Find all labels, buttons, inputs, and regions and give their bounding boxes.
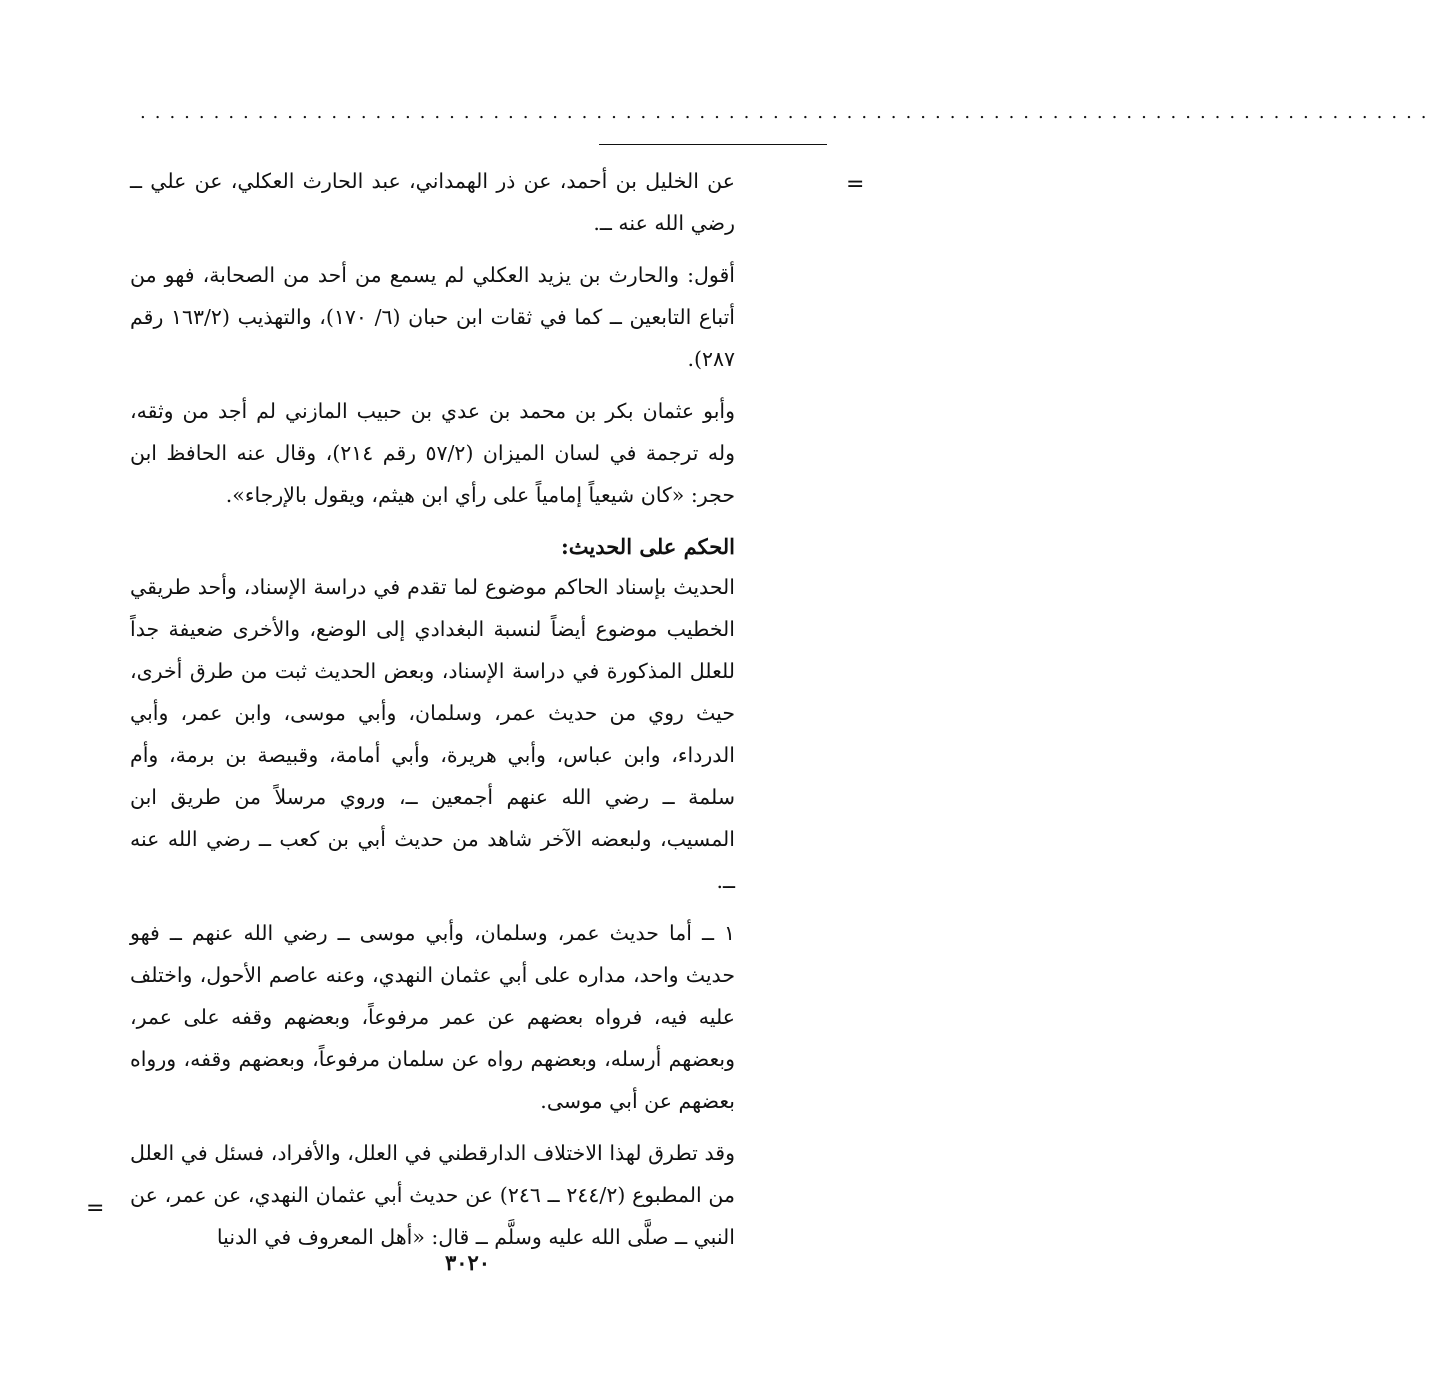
section-heading: الحكم على الحديث: — [561, 534, 735, 559]
header-rule — [599, 144, 827, 145]
paragraph-harith: أقول: والحارث بن يزيد العكلي لم يسمع من أحد من الصحابة، فهو من أتباع التابعين ــ كما في ثقات ابن حبان (٦/ ١٧٠)، والتهذيب (١٦٣/٢ رقم ٢٨٧). — [130, 263, 735, 371]
continuation-marker-top: = — [846, 172, 865, 197]
paragraph-point-one: ١ ــ أما حديث عمر، وسلمان، وأبي موسى ــ رضي الله عنهم ــ فهو حديث واحد، مداره على أبي عثمان النهدي، وعنه عاصم الأحول، واختلف عليه فيه، فرواه بعضهم عن عمر مرفوعاً، وبعضهم وقفه على عمر، وبعضهم أرسله، وبعضهم رواه عن سلمان مرفوعاً، وبعضهم وقفه، ورواه بعضهم عن أبي موسى. — [130, 921, 735, 1113]
page-body — [130, 160, 735, 1258]
paragraph-isnad-continuation: عن الخليل بن أحمد، عن ذر الهمداني، عبد الحارث العكلي، عن علي ــ رضي الله عنه ــ. — [130, 169, 735, 235]
paragraph-ruling: الحديث بإسناد الحاكم موضوع لما تقدم في دراسة الإسناد، وأحد طريقي الخطيب موضوع أيضاً لنسبة البغدادي إلى الوضع، والأخرى ضعيفة جداً للعلل المذكورة في دراسة الإسناد، وبعض الحديث ثبت من طرق أخرى، حيث روي من حديث عمر، وسلمان، وأبي موسى، وابن عمر، وأبي الدرداء، وابن عباس، وأبي هريرة، وأبي أمامة، وقبيصة بن برمة، وأم سلمة ــ رضي الله عنهم أجمعين ــ، وروي مرسلاً من طريق ابن المسيب، ولبعضه الآخر شاهد من حديث أبي بن كعب ــ رضي الله عنه ــ. — [130, 575, 735, 893]
header-dotted-line: ........................................................................................ — [140, 102, 1436, 123]
paragraph-abu-uthman: وأبو عثمان بكر بن محمد بن عدي بن حبيب المازني لم أجد من وثقه، وله ترجمة في لسان الميزان (٥٧/٢ رقم ٢١٤)، وقال عنه الحافظ ابن حجر: «كان شيعياً إمامياً على رأي ابن هيثم، ويقول بالإرجاء». — [130, 399, 735, 507]
paragraph-daraqutni: وقد تطرق لهذا الاختلاف الدارقطني في العلل، والأفراد، فسئل في العلل من المطبوع (٢٤٤/٢ ــ ٢٤٦) عن حديث أبي عثمان النهدي، عن عمر، عن النبي ــ صلَّى الله عليه وسلَّم ــ قال: «أهل المعروف في الدنيا — [130, 1141, 736, 1249]
continuation-marker-bottom: = — [86, 1196, 105, 1221]
page-number: ٣٠٢٠ — [444, 1250, 491, 1275]
